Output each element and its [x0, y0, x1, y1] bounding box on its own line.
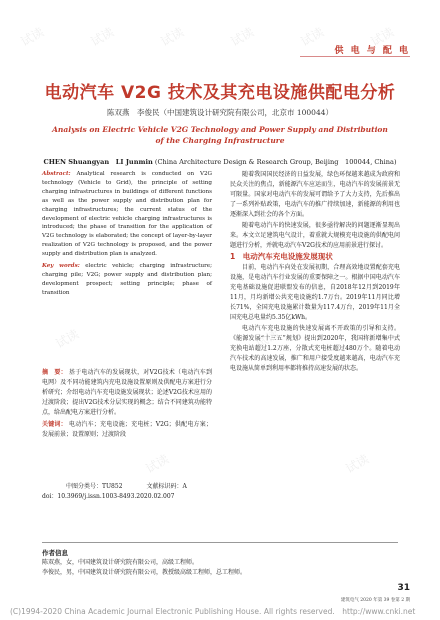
cn-abstract-label: 摘 要：: [42, 369, 67, 376]
keywords-label: Key words:: [42, 263, 80, 270]
cn-keywords-label: 关键词：: [42, 421, 67, 428]
body-paragraph: 目前，电动汽车向处在发展初期，合理高效地设置配套充电设施，是电动汽车行业发展的重要保障之一。根据中国电动汽车充电基础设施促进联盟发布的信息，自2018年12月到2019年11月，月均新增公共充电设施约1.7万台。2019年11月同比增长71%，全国充电设施累计数量为117.4万台，2019年11月全国充电总电量约5.35亿kWh。: [230, 264, 400, 321]
section-tag-underline: [300, 56, 410, 57]
title-en-line-2: of the Charging Infrastructure: [155, 136, 285, 145]
chinese-abstract: [42, 368, 212, 440]
authors-cn: 陈双燕 李俊民（中国建筑设计研究院有限公司，北京市 100044）: [106, 108, 333, 117]
author-info-line: 陈双燕，女，中国建筑设计研究院有限公司，高级工程师。: [42, 559, 199, 566]
abstract-label: Abstract:: [42, 171, 71, 177]
watermark: 试读: [53, 326, 82, 351]
watermark: 试读: [368, 24, 397, 49]
section-heading: 1 电动汽车充电设施发展现状: [230, 252, 333, 261]
watermark: 试读: [228, 24, 257, 49]
keywords-paragraph: [42, 262, 212, 298]
authors-en-affiliation: (China Architecture Design & Research Group, Beijing 100044, China): [154, 158, 397, 166]
authors-en-names: CHEN Shuangyan LI Junmin: [43, 158, 153, 166]
body-paragraph: 电动汽车充电设施的快速发展离不开政策的引导和支持。《能源发展“十三五”规划》提出到2020年，我国将新增集中式充换电站超过1.2万座，分散式充电桩超过480万个。随着电动汽车技术的高速发展，推广和用户接受度越来越高，电动汽车充电设施从简单到利用率都将推持高速发展的状态。: [230, 325, 400, 372]
doi-line: doi：10.3969/j.issn.1003-8493.2020.02.007: [42, 493, 175, 500]
body-paragraph: 随着我国国民经济的日益发展，绿色环保越来越成为政府和民众关注的焦点，新能源汽车应运而生，电动汽车的发展前景无可限量。国家对电动汽车的发展可谓给予了大力支持，先后推出了一系列补贴政策，电动汽车的推广持续加速，新能源的利用也逐渐深入到社会的各个方面。: [230, 171, 400, 218]
keywords-text: electric vehicle; charging infrastructure; charging pile; V2G; power supply and distribution plan; development prospect; setting principle; phase of transition: [42, 263, 212, 296]
section-tag: 供 电 与 配 电: [334, 46, 410, 56]
watermark: 试读: [158, 24, 187, 49]
watermark: 试读: [343, 451, 372, 476]
page-number: 31: [397, 583, 410, 593]
classification-line: 中图分类号：TU852 文献标识码：A: [66, 483, 187, 490]
abstract-paragraph: [42, 170, 212, 259]
cn-abstract-paragraph: [42, 368, 212, 418]
watermark: 试读: [298, 24, 327, 49]
english-abstract: [42, 170, 212, 298]
classification-info: [42, 482, 212, 502]
page-title-en: [40, 124, 400, 146]
author-info: [42, 548, 398, 578]
journal-footer: 建筑电气 2020 年第 39 卷第 2 期: [340, 598, 410, 603]
footnote-divider: [42, 542, 398, 543]
cn-keywords-paragraph: [42, 420, 212, 440]
body-text-column: [230, 170, 400, 375]
watermark: 试读: [88, 24, 117, 49]
page-title-cn: 电动汽车 V2G 技术及其充电设施供配电分析: [44, 83, 396, 103]
body-paragraph: 随着电动汽车的快速发展，很多亟待解决的问题逐渐显现出来。本文立足建筑电气设计，着重就大规模充电设施的供配电问题进行分析，并就电动汽车V2G技术的应用前景进行探讨。: [230, 222, 400, 249]
authors-en: [0, 156, 440, 166]
author-info-heading: 作者信息: [42, 549, 68, 557]
copyright-line: (C)1994-2020 China Academic Journal Electronic Publishing House. All rights reserved. http://www.cnki.net: [10, 607, 416, 616]
author-info-line: 李俊民，男，中国建筑设计研究院有限公司，教授级高级工程师，总工程师。: [42, 569, 247, 576]
watermark: 试读: [253, 326, 282, 351]
watermark: 试读: [18, 24, 47, 49]
cn-abstract-text: 基于电动汽车的发展现状，对V2G技术（电动汽车到电网）及不同功能建筑内充电设施设置原则及供配电方案进行分析研究；介绍电动汽车充电设施发展现状；论述V2G技术应用的过渡阶段；提出V2G技术分层实现的概念；结合不同建筑功能特点，给出配电方案进行分析。: [42, 369, 212, 416]
cn-keywords-text: 电动汽车；充电设施；充电桩；V2G；供配电方案；发展前景；设置原则；过渡阶段: [42, 421, 212, 438]
watermark: 试读: [143, 451, 172, 476]
abstract-text: Analytical research is conducted on V2G technology (Vehicle to Grid), the principle of setting charging infrastructures in buildings of different functions as well as the power supply and distribution plan for charging infrastructures; the current status of the development of electric vehicle charging infrastructures is introduced; the phase of transition for the application of V2G technology is elaborated; the concept of layer-by-layer realization of V2G technology is proposed, and the power supply and distribution plan is analyzed.: [42, 171, 213, 258]
title-en-line-1: Analysis on Electric Vehicle V2G Technology and Power Supply and Distribution: [52, 125, 388, 134]
